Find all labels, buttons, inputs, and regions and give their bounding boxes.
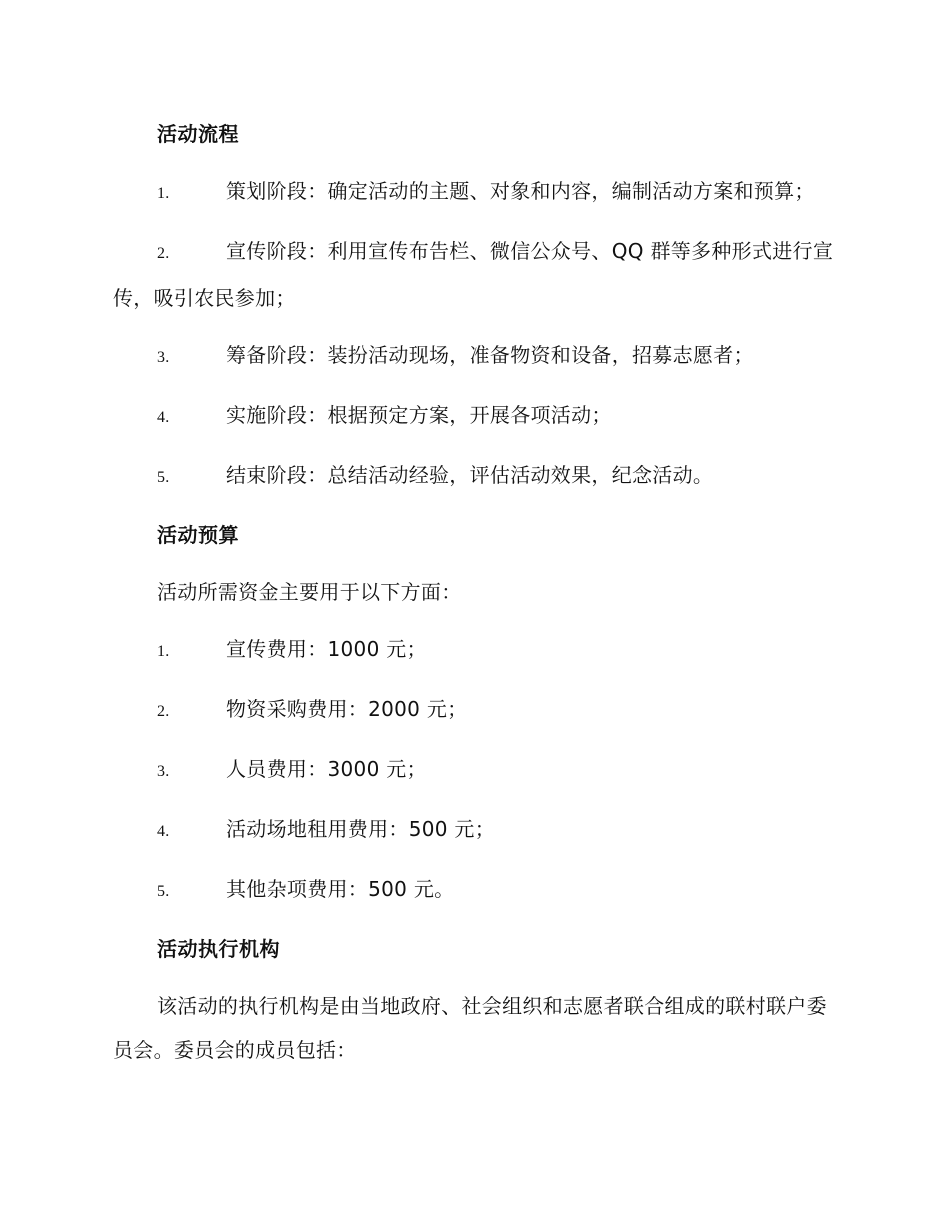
list-number: 3.	[157, 349, 170, 366]
document-content	[113, 112, 835, 1085]
budget-list-item	[113, 807, 835, 854]
list-number: 5.	[157, 883, 170, 900]
budget-intro: 活动所需资金主要用于以下方面：	[157, 580, 462, 604]
list-number: 1.	[157, 643, 170, 660]
process-list-item	[113, 333, 835, 380]
list-number: 4.	[157, 409, 170, 426]
budget-list-item	[113, 687, 835, 734]
list-text: 人员费用：3000 元；	[226, 757, 427, 781]
list-text: 其他杂项费用：500 元。	[226, 877, 455, 901]
list-number: 4.	[157, 823, 170, 840]
section-heading-budget: 活动预算	[157, 523, 239, 547]
list-text: 宣传费用：1000 元；	[226, 637, 427, 661]
list-number: 5.	[157, 469, 170, 486]
section-heading-process: 活动流程	[157, 122, 239, 146]
list-number: 2.	[157, 703, 170, 720]
organization-paragraph: 该活动的执行机构是由当地政府、社会组织和志愿者联合组成的联村联户委员会。委员会的成员包括：	[113, 994, 827, 1062]
process-list-item	[113, 229, 835, 320]
process-list-item	[113, 393, 835, 440]
list-text: 策划阶段：确定活动的主题、对象和内容，编制活动方案和预算；	[226, 179, 815, 203]
budget-list-item	[113, 627, 835, 674]
process-list-item	[113, 453, 835, 500]
list-number: 1.	[157, 185, 170, 202]
section-heading-organization: 活动执行机构	[157, 937, 280, 961]
list-text: 结束阶段：总结活动经验，评估活动效果，纪念活动。	[226, 463, 714, 487]
list-text: 宣传阶段：利用宣传布告栏、微信公众号、QQ 群等多种形式进行宣传，吸引农民参加；	[113, 239, 834, 310]
budget-list-item	[113, 747, 835, 794]
list-text: 实施阶段：根据预定方案，开展各项活动；	[226, 403, 612, 427]
list-text: 活动场地租用费用：500 元；	[226, 817, 496, 841]
list-text: 筹备阶段：装扮活动现场，准备物资和设备，招募志愿者；	[226, 343, 754, 367]
budget-list-item	[113, 867, 835, 914]
list-number: 2.	[157, 245, 170, 262]
list-number: 3.	[157, 763, 170, 780]
list-text: 物资采购费用：2000 元；	[226, 697, 468, 721]
process-list-item	[113, 169, 835, 216]
